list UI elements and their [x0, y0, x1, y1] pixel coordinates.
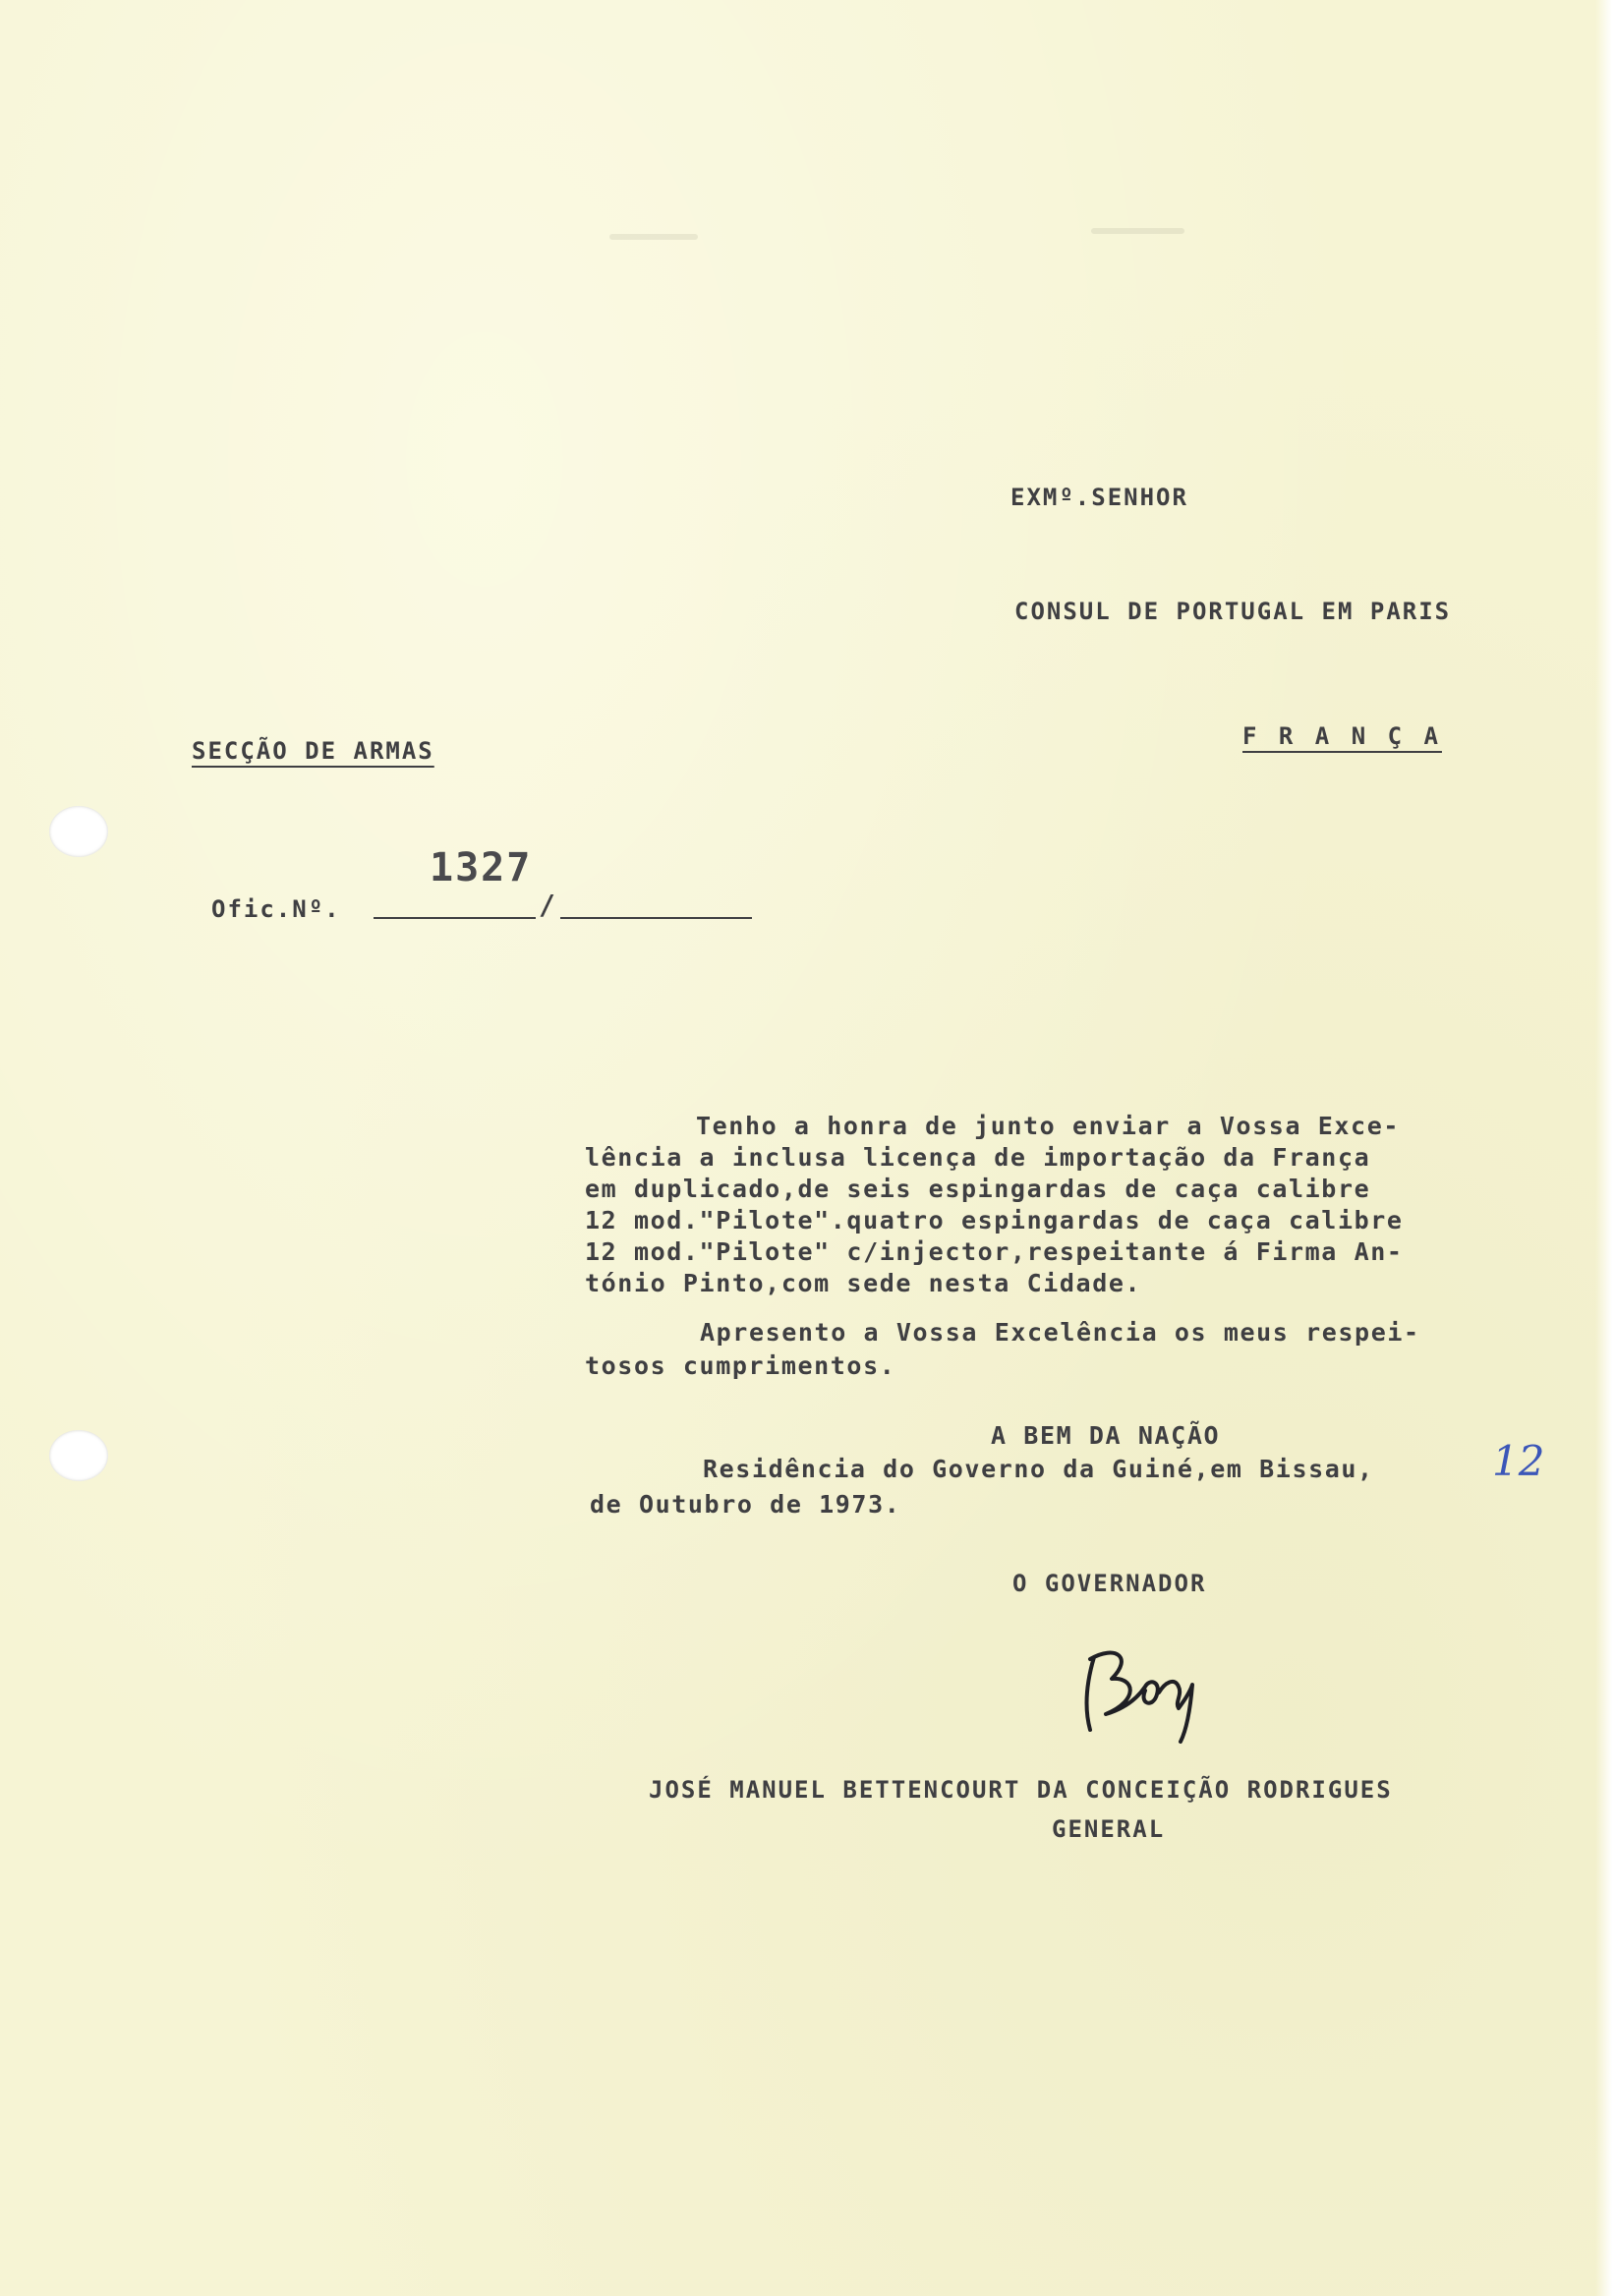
recipient: CONSUL DE PORTUGAL EM PARIS [1014, 598, 1452, 625]
body-line: lência a inclusa licença de importação da França [585, 1143, 1371, 1172]
motto: A BEM DA NAÇÃO [991, 1421, 1221, 1450]
date-line: de Outubro de 1973. [590, 1490, 901, 1519]
signatory-rank: GENERAL [1052, 1815, 1166, 1843]
show-through-mark [609, 234, 698, 240]
body-line: 12 mod."Pilote" c/injector,respeitante á Firma An- [585, 1237, 1404, 1266]
salutation: EXMº.SENHOR [1010, 484, 1188, 511]
body-line: Tenho a honra de junto enviar a Vossa Exce- [696, 1112, 1401, 1140]
country: F R A N Ç A [1242, 722, 1442, 750]
body-line: 12 mod."Pilote".quatro espingardas de caça calibre [585, 1206, 1404, 1234]
body-line: tosos cumprimentos. [585, 1351, 896, 1380]
body-line: em duplicado,de seis espingardas de caça calibre [585, 1175, 1371, 1203]
body-line: tónio Pinto,com sede nesta Cidade. [585, 1269, 1142, 1297]
section-title: SECÇÃO DE ARMAS [192, 737, 434, 765]
place-line: Residência do Governo da Guiné,em Bissau, [703, 1455, 1374, 1483]
handwritten-signature [1076, 1639, 1214, 1748]
punch-hole-bottom [49, 1430, 108, 1481]
show-through-mark [1091, 228, 1184, 234]
signatory-title: O GOVERNADOR [1012, 1570, 1207, 1597]
office-number: 1327 [430, 845, 533, 890]
office-separator: / [539, 889, 557, 921]
paper-edge [1595, 0, 1615, 2296]
handwritten-day: 12 [1492, 1437, 1545, 1485]
office-label: Ofic.Nº. [211, 895, 341, 923]
body-line: Apresento a Vossa Excelência os meus respei- [700, 1318, 1420, 1347]
office-year-line [560, 917, 752, 919]
signatory-name: JOSÉ MANUEL BETTENCOURT DA CONCEIÇÃO RODRIGUES [649, 1776, 1393, 1804]
office-number-line [374, 917, 536, 919]
punch-hole-top [49, 806, 108, 857]
